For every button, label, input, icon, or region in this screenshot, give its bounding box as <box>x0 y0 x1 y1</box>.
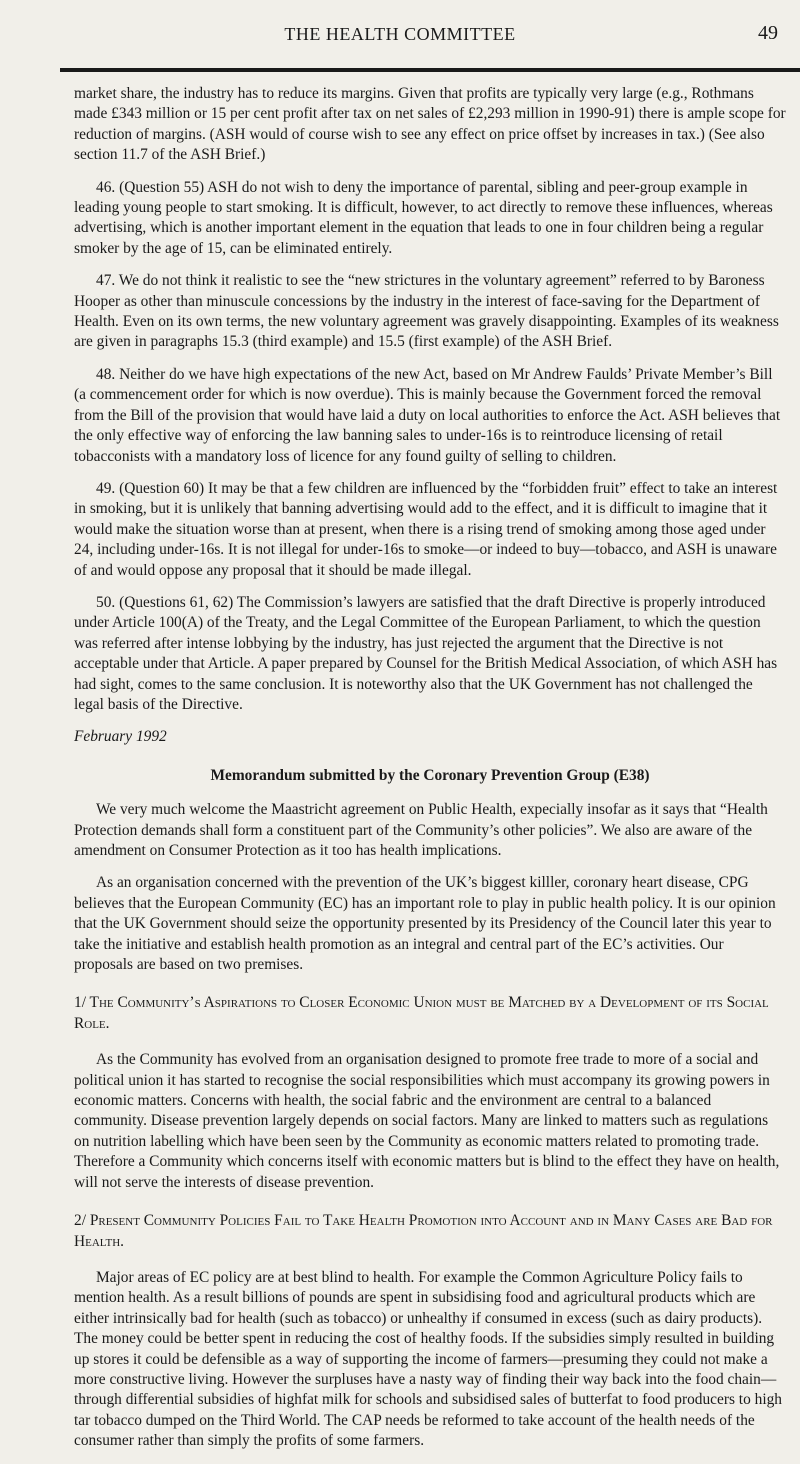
submission-date: February 1992 <box>74 728 167 746</box>
page-header <box>0 20 800 46</box>
paragraph-49: 49. (Question 60) It may be that a few children are influenced by the “forbidden fruit” effect to take an interest in smoking, but it is unlikely that banning advertising would add to the effect, and it is difficult to imagine that it would make the situation worse than at present, when there is a rising trend of smoking among those aged under 24, including under-16s. It is not illegal for under-16s to smoke—or indeed to buy—tobacco, and ASH is unaware of and would oppose any proposal that it should be made illegal. <box>74 479 778 579</box>
section-1-body: As the Community has evolved from an organisation designed to promote free trade to more of a social and political union it has started to recognise the social responsibilities which must accompany its growing powers in economic matters. Concerns with health, the social fabric and the environment are central to a balanced community. Disease prevention largely depends on social factors. Many are linked to matters such as regulations on nutrition labelling which have been seen by the Community as economic matters related to promoting trade. Therefore a Community which concerns itself with economic matters but is blind to the effect they have on health, will not serve the interests of disease prevention. <box>74 1051 780 1191</box>
paragraph-48: 48. Neither do we have high expectations of the new Act, based on Mr Andrew Faulds’ Private Member’s Bill (a commencement order for which is now overdue). This is mainly because the Government forced the removal from the Bill of the provision that would have laid a duty on local authorities to enforce the Act. ASH believes that the only effective way of enforcing the law banning sales to under-16s is to reintroduce licensing of retail tobacconists with a mandatory loss of licence for any found guilty of selling to children. <box>74 365 781 465</box>
section-2-heading: 2/ Present Community Policies Fail to Take Health Promotion into Account and in Many Cases are Bad for Health. <box>74 1212 773 1250</box>
header-rule <box>60 68 800 72</box>
memorandum-paragraph-1: We very much welcome the Maastricht agreement on Public Health, expecially insofar as it says that “Health Protection demands shall form a constituent part of the Community’s other policies”. We also are aware of the amendment on Consumer Protection as it too has health implications. <box>74 801 768 859</box>
paragraph-50: 50. (Questions 61, 62) The Commission’s lawyers are satisfied that the draft Directive is properly introduced under Article 100(A) of the Treaty, and the Legal Committee of the European Parliament, to which the question was referred after intense lobbying by the industry, has just rejected the argument that the Directive is not acceptable under that Article. A paper prepared by Counsel for the British Medical Association, of which ASH has had sight, comes to the same conclusion. It is noteworthy also that the UK Government has not challenged the legal basis of the Directive. <box>74 593 778 713</box>
paragraph-47: 47. We do not think it realistic to see the “new strictures in the voluntary agreement” referred to by Baroness Hooper as other than minuscule concessions by the industry in the interest of face-saving for the Department of Health. Even on its own terms, the new voluntary agreement was gravely disappointing. Examples of its weakness are given in paragraphs 15.3 (third example) and 15.5 (first example) of the ASH Brief. <box>74 272 779 351</box>
page-body <box>74 84 786 1464</box>
running-title: THE HEALTH COMMITTEE <box>284 24 516 44</box>
section-1-heading: 1/ The Community’s Aspirations to Closer Economic Union must be Matched by a Development of its Social Role. <box>74 994 769 1032</box>
memorandum-heading: Memorandum submitted by the Coronary Prevention Group (E38) <box>210 766 650 784</box>
section-2-body: Major areas of EC policy are at best blind to health. For example the Common Agriculture Policy fails to mention health. As a result billions of pounds are spent in subsidising food and agricultural products which are either intrinsically bad for health (such as tobacco) or unhealthy if consumed in excess (such as dairy products). The money could be better spent in reducing the cost of healthy foods. If the subsidies simply resulted in building up stores it could be defensible as a way of supporting the income of farmers—presuming they could not make a more constructive living. However the surpluses have a nasty way of finding their way back into the food chain—through differential subsidies of highfat milk for schools and subsidised sales of butterfat to food producers to high tar tobacco dumped on the Third World. The CAP needs be reformed to take account of the health needs of the consumer rather than simply the profits of some farmers. <box>74 1268 782 1450</box>
paragraph-45-continued: market share, the industry has to reduce its margins. Given that profits are typically very large (e.g., Rothmans made £343 million or 15 per cent profit after tax on net sales of £2,293 million in 1990-91) there is ample scope for reduction of margins. (ASH would of course wish to see any effect on price offset by increases in tax.) (See also section 11.7 of the ASH Brief.) <box>74 85 786 164</box>
paragraph-46: 46. (Question 55) ASH do not wish to deny the importance of parental, sibling and peer-group example in leading young people to start smoking. It is difficult, however, to act directly to remove these influences, whereas advertising, which is another important element in the equation that leads to one in four children being a regular smoker by the age of 15, can be eliminated entirely. <box>74 178 773 257</box>
memorandum-paragraph-2: As an organisation concerned with the prevention of the UK’s biggest killler, coronary heart disease, CPG believes that the European Community (EC) has an important role to play in public health policy. It is our opinion that the UK Government should seize the opportunity presented by its Presidency of the Council later this year to take the initiative and establish health promotion as an integral and central part of the EC’s activities. Our proposals are based on two premises. <box>74 874 776 974</box>
page-number: 49 <box>758 22 778 44</box>
